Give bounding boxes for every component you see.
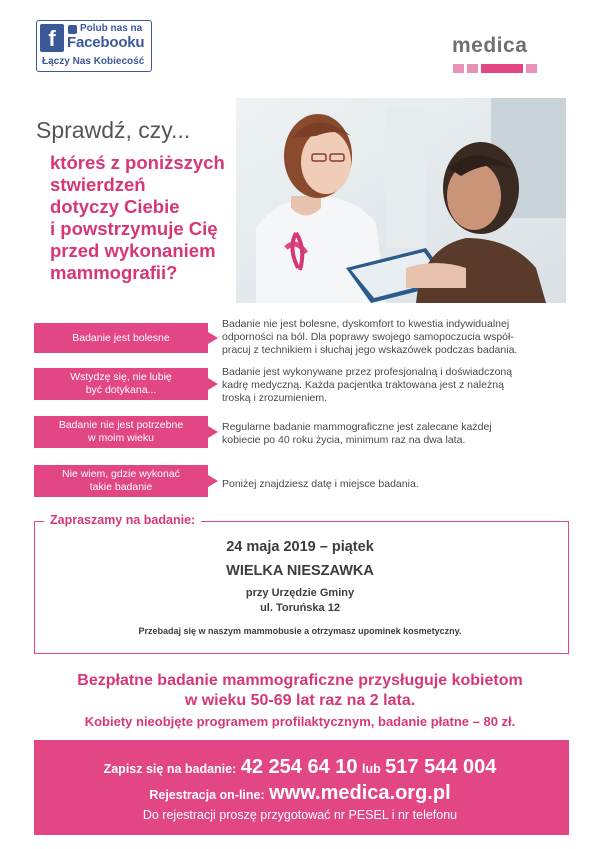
registration-prefix: Zapisz się na badanie: (103, 762, 237, 776)
facebook-f-icon: f (48, 26, 56, 51)
myth-tag-label: być dotykana... (85, 384, 157, 396)
headline-subtitle (50, 152, 250, 284)
answer-line: Badanie jest wykonywane przez profesjonalną i doświadczoną (222, 366, 513, 378)
headline-line: dotyczy Ciebie (50, 196, 180, 217)
myth-tag-label: Badanie jest bolesne (72, 331, 170, 344)
myth-tag-label: takie badanie (89, 481, 153, 493)
logo-bar (453, 64, 464, 73)
free-exam-line1: Bezpłatne badanie mammograficzne przysługuje kobietom (77, 672, 523, 689)
headline-line: któreś z poniższych (50, 152, 225, 173)
facebook-badge-line2: Facebooku (67, 34, 145, 51)
exam-date: 24 maja 2019 – piątek (226, 539, 374, 555)
answer-line: Poniżej znajdziesz datę i miejsce badania. (222, 478, 419, 490)
online-prefix: Rejestracja on-line: (149, 788, 265, 802)
invitation-label: Zapraszamy na badanie: (44, 513, 201, 527)
phone-number-1[interactable]: 42 254 64 10 (240, 756, 358, 778)
myth-tag-3 (34, 416, 208, 448)
logo-bar (467, 64, 478, 73)
answer-line: kobiecie po 40 roku życia, minimum raz na dwa lata. (222, 434, 466, 446)
headline-title: Sprawdź, czy... (36, 117, 191, 143)
answer-line: Badanie nie jest bolesne, dyskomfort to kwestia indywidualnej (222, 318, 510, 330)
headline-line: mammografii? (50, 262, 178, 283)
myth-answer-2 (222, 366, 567, 405)
logo-bar (481, 64, 523, 73)
medica-logo: medica (452, 34, 528, 57)
answer-line: pracuj z technikiem i słuchaj jego wskazówek podczas badania. (222, 344, 518, 356)
paid-exam-note: Kobiety nieobjęte programem profilaktycznym, badanie płatne – 80 zł. (84, 714, 516, 729)
or-word: lub (361, 762, 381, 776)
headline-line: stwierdzeń (50, 174, 146, 195)
facebook-badge[interactable] (36, 20, 152, 72)
facebook-badge-line3: Łączy Nas Kobiecość (42, 56, 145, 67)
gift-note: Przebadaj się w naszym mammobusie a otrzymasz upominek kosmetyczny. (138, 626, 462, 636)
registration-phone-line (0, 756, 600, 779)
logo-bar (526, 64, 537, 73)
registration-note: Do rejestracji proszę przygotować nr PESEL i nr telefonu (142, 808, 458, 822)
myth-tag-2 (34, 368, 208, 400)
thumbs-up-icon (68, 25, 77, 34)
facebook-badge-line1: Polub nas na (80, 23, 143, 34)
exam-address-line1: przy Urzędzie Gminy (245, 587, 355, 599)
answer-line: Regularne badanie mammograficzne jest zalecane każdej (222, 421, 492, 433)
phone-number-2[interactable]: 517 544 004 (385, 756, 497, 778)
myth-tag-label: Wstydzę się, nie lubię (70, 371, 172, 383)
myth-tag-1 (34, 323, 208, 353)
myth-answer-4 (222, 478, 567, 491)
answer-line: odporności na ból. Dla poprawy swojego samopoczucia współ- (222, 331, 514, 343)
exam-address-line2: ul. Toruńska 12 (260, 602, 340, 614)
myth-tag-4 (34, 465, 208, 497)
website-link[interactable]: www.medica.org.pl (269, 782, 451, 804)
headline-line: przed wykonaniem (50, 240, 216, 261)
headline-line: i powstrzymuje Cię (50, 218, 218, 239)
answer-line: troską i zrozumieniem. (222, 392, 328, 404)
registration-online-line (0, 782, 600, 805)
free-exam-line2: w wieku 50-69 lat raz na 2 lata. (184, 692, 416, 709)
answer-line: kadrę medyczną. Każda pacjentka traktowana jest z należną (222, 379, 504, 391)
myth-answer-1 (222, 318, 567, 357)
myth-answer-3 (222, 421, 567, 447)
exam-place: WIELKA NIESZAWKA (226, 563, 374, 579)
nurse-patient-photo (236, 98, 566, 303)
myth-tag-label: w moim wieku (88, 432, 154, 444)
myth-tag-label: Badanie nie jest potrzebne (58, 419, 184, 431)
myth-tag-label: Nie wiem, gdzie wykonać (62, 468, 180, 480)
